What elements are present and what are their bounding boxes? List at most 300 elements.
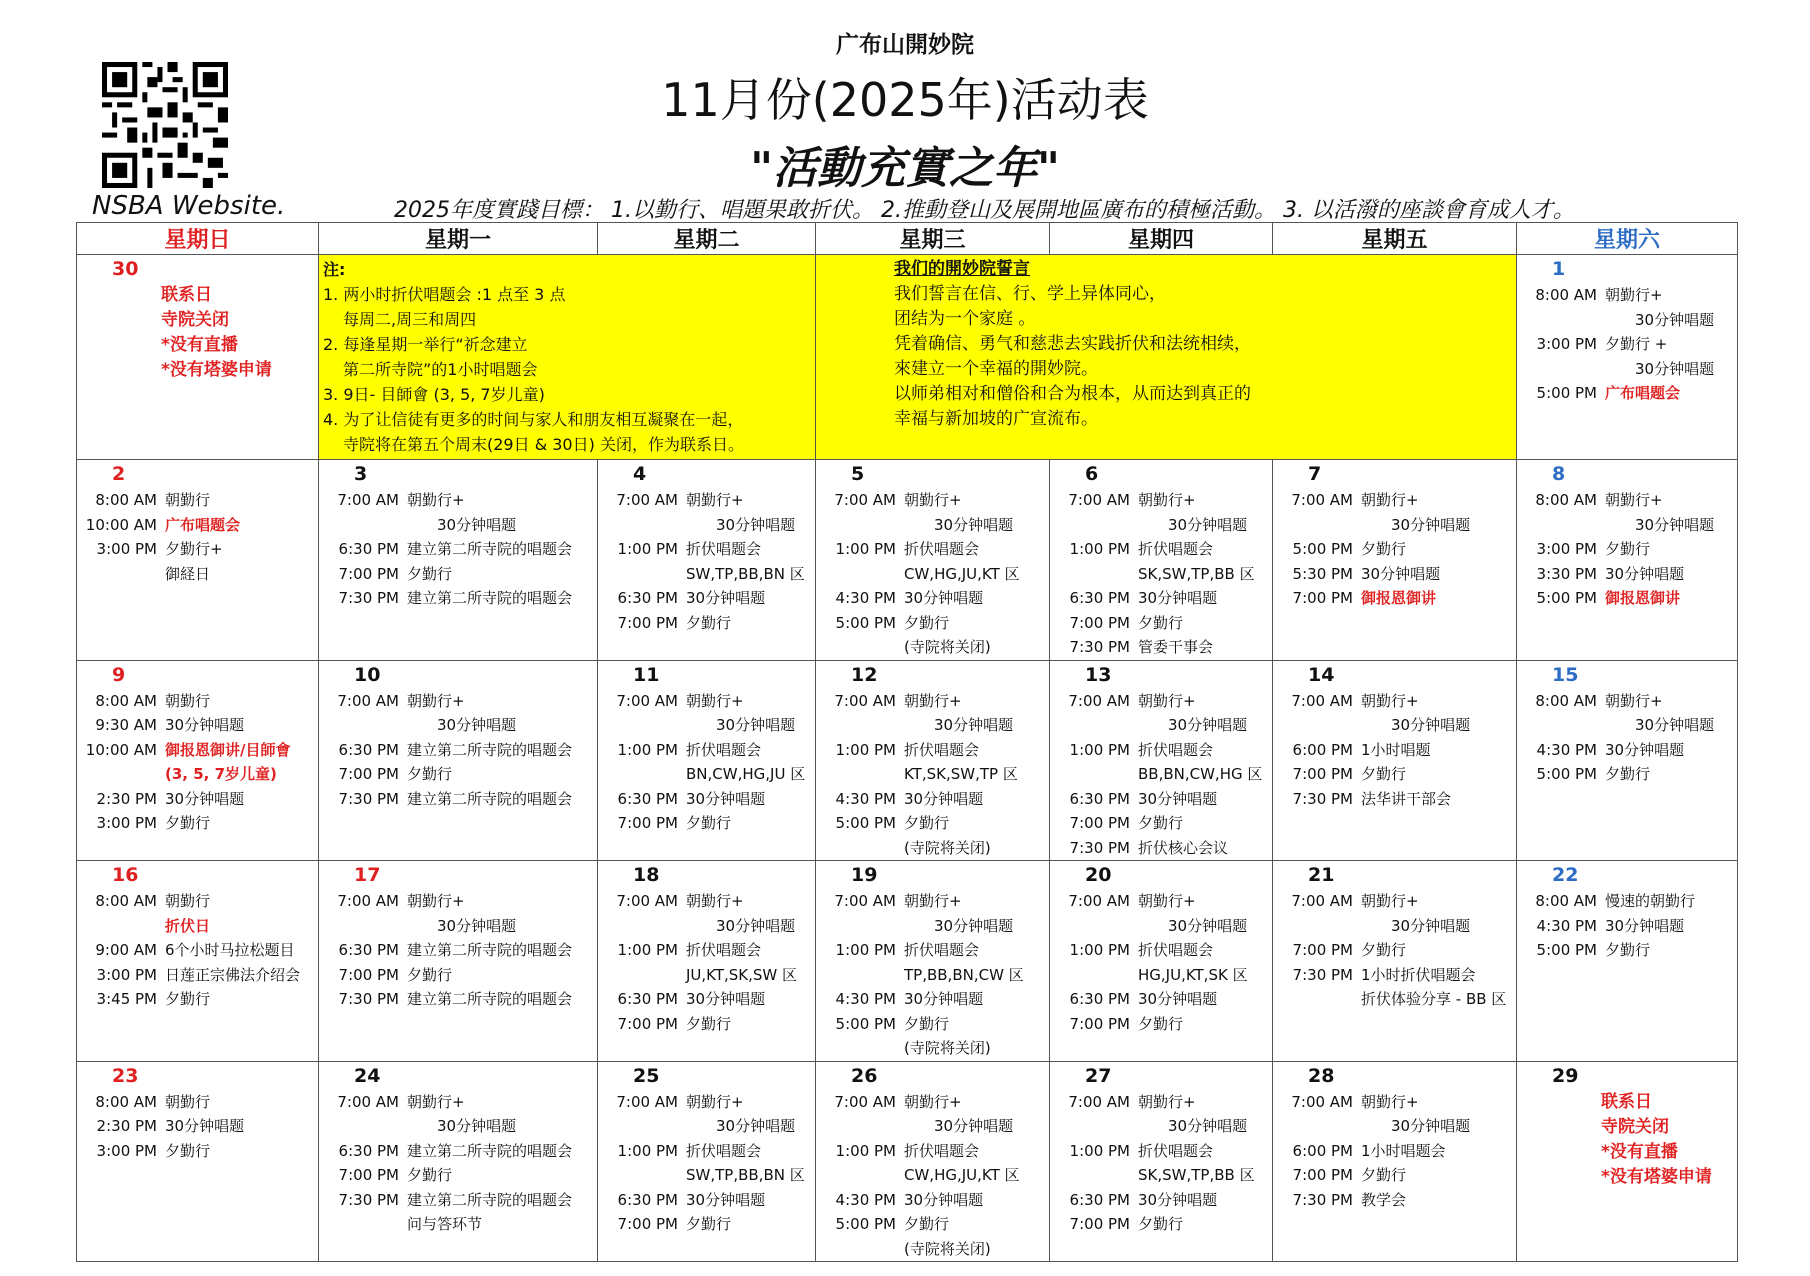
event-activity: (寺院将关闭): [904, 638, 991, 656]
day-cell: [1517, 1061, 1738, 1262]
event-activity: HG,JU,KT,SK 区: [1138, 965, 1248, 984]
event-time: 1:00 PM: [617, 540, 678, 558]
event-time: [816, 1036, 904, 1061]
event-time: [816, 1114, 904, 1139]
event-time: [598, 1163, 686, 1188]
day-number: 18: [633, 864, 660, 886]
day-number: 9: [112, 663, 126, 686]
event-activity: 朝勤行: [165, 1092, 211, 1111]
event-row: [816, 1212, 1049, 1237]
day-cell: [319, 861, 598, 1062]
event-activity: 30分钟唱题: [1391, 716, 1471, 734]
event-row: [1050, 914, 1272, 939]
event-activity: 折伏唱题会: [686, 540, 762, 558]
event-time: 6:30 PM: [338, 540, 399, 558]
event-time: 7:00 PM: [1069, 1014, 1130, 1033]
day-number: 4: [633, 463, 647, 485]
event-activity: 朝勤行+: [1361, 892, 1419, 910]
event-activity: 30分钟唱题: [437, 916, 517, 935]
event-time: 7:00 PM: [338, 965, 399, 984]
event-row: [816, 537, 1049, 562]
event-row: [1050, 562, 1272, 587]
event-time: 7:00 PM: [338, 564, 399, 583]
event-row: [598, 889, 815, 914]
day-cell: [816, 861, 1050, 1062]
event-activity: 夕勤行: [1605, 765, 1651, 783]
event-row: [598, 1090, 815, 1115]
event-time: 4:30 PM: [835, 990, 896, 1008]
event-activity: 朝勤行+: [686, 491, 744, 509]
event-time: 7:00 PM: [617, 1014, 678, 1033]
event-row: [1517, 537, 1737, 562]
event-time: 1:00 PM: [1069, 941, 1130, 959]
event-row: [1273, 1163, 1516, 1188]
day-number: 15: [1552, 663, 1579, 686]
event-row: [77, 689, 318, 714]
event-activity: 教学会: [1361, 1190, 1407, 1209]
day-cell: [1050, 1061, 1273, 1262]
event-activity: 广布唱题会: [165, 515, 241, 534]
event-activity: 夕勤行: [1138, 1014, 1184, 1033]
event-row: [816, 889, 1049, 914]
day-number: 20: [1085, 864, 1112, 886]
event-row: [1273, 1090, 1516, 1115]
event-activity: 夕勤行: [1138, 1215, 1184, 1233]
event-time: 7:00 AM: [1291, 491, 1353, 509]
event-activity: SK,SW,TP,BB 区: [1138, 1166, 1255, 1184]
event-activity: (3, 5, 7岁儿童): [165, 765, 277, 783]
event-activity: 折伏核心会议: [1138, 838, 1229, 857]
event-activity: 30分钟唱题: [1138, 990, 1218, 1008]
event-time: 5:00 PM: [835, 814, 896, 832]
event-activity: 日莲正宗佛法介绍会: [165, 965, 301, 984]
day-number: 10: [354, 663, 381, 686]
event-time: [1517, 308, 1605, 333]
event-row: [319, 1090, 597, 1115]
event-activity: 朝勤行: [165, 892, 211, 910]
event-activity: 夕勤行: [686, 613, 732, 632]
vow-line: 凭着确信、勇气和慈悲去实践折伏和法统相续，: [894, 334, 1251, 354]
event-time: 7:00 AM: [834, 1092, 896, 1111]
event-row: [1273, 513, 1516, 538]
day-number: 1: [1552, 258, 1566, 280]
event-row: [319, 689, 597, 714]
yearly-goals: 2025年度實踐目標： 1.以勤行、唱題果敢折伏。 2.推動登山及展開地區廣布的積極活動。 3. 以活潑的座談會育成人才。: [394, 198, 1575, 223]
event-activity: 朝勤行+: [1361, 691, 1419, 710]
event-time: [1050, 513, 1138, 538]
event-activity: 建立第二所寺院的唱题会: [407, 789, 573, 808]
event-row: [816, 811, 1049, 836]
event-time: 1:00 PM: [835, 540, 896, 558]
event-time: [598, 1114, 686, 1139]
event-activity: 朝勤行+: [1605, 491, 1663, 509]
event-time: 6:00 PM: [1292, 740, 1353, 759]
event-time: 1:00 PM: [835, 941, 896, 959]
event-row: [319, 1188, 597, 1213]
event-activity: 夕勤行: [1605, 941, 1651, 959]
day-number: 2: [112, 463, 126, 485]
event-time: 7:30 PM: [1292, 965, 1353, 984]
weekday-header-row: [77, 223, 1738, 255]
event-activity: 慢速的朝勤行: [1605, 892, 1696, 910]
event-activity: 朝勤行+: [904, 491, 962, 509]
event-row: [1273, 713, 1516, 738]
event-row: [1517, 332, 1737, 357]
event-row: [1517, 938, 1737, 963]
event-activity: SW,TP,BB,BN 区: [686, 564, 805, 583]
week-row: [77, 861, 1738, 1062]
event-row: [77, 513, 318, 538]
event-row: [1050, 488, 1272, 513]
event-time: 6:30 PM: [617, 589, 678, 607]
event-activity: 御経日: [165, 564, 211, 583]
event-row: [77, 811, 318, 836]
event-time: [1273, 987, 1361, 1012]
event-time: 3:00 PM: [96, 965, 157, 984]
event-time: 5:30 PM: [1292, 564, 1353, 583]
event-activity: 30分钟唱题: [1168, 916, 1248, 935]
notes-box: [319, 255, 816, 460]
event-time: 7:00 PM: [1069, 814, 1130, 832]
event-time: 6:30 PM: [617, 990, 678, 1008]
event-time: 6:30 PM: [1069, 990, 1130, 1008]
event-activity: 朝勤行+: [904, 1092, 962, 1111]
event-time: [598, 513, 686, 538]
event-row: [319, 488, 597, 513]
event-row: [598, 713, 815, 738]
event-row: [598, 586, 815, 611]
event-time: 7:00 AM: [337, 892, 399, 910]
event-time: 3:00 PM: [96, 540, 157, 558]
vow-line: 团结为一个家庭 。: [894, 309, 1036, 329]
event-row: [598, 1188, 815, 1213]
event-activity: 折伏唱题会: [904, 740, 980, 759]
event-row: [1273, 488, 1516, 513]
event-row: [1517, 308, 1737, 333]
event-row: [816, 1188, 1049, 1213]
event-row: [816, 938, 1049, 963]
event-row: [816, 713, 1049, 738]
day-cell: [816, 660, 1050, 861]
event-activity: 夕勤行: [1361, 1166, 1407, 1184]
day-cell: [1273, 861, 1517, 1062]
day-cell: [77, 660, 319, 861]
event-activity: 30分钟唱题: [716, 1117, 796, 1135]
event-row: [816, 635, 1049, 660]
event-activity: 6个小时马拉松题目: [165, 941, 295, 959]
event-time: 10:00 AM: [85, 740, 157, 759]
weekday-header: 星期五: [1273, 223, 1517, 255]
day-cell: [77, 460, 319, 661]
event-activity: 30分钟唱题: [1168, 1117, 1248, 1135]
event-row: [816, 611, 1049, 636]
day-number: 13: [1085, 663, 1112, 686]
event-time: [816, 513, 904, 538]
day-number: 16: [112, 864, 139, 886]
event-time: [816, 1163, 904, 1188]
event-time: [1050, 713, 1138, 738]
event-time: 6:30 PM: [338, 740, 399, 759]
event-time: 7:00 AM: [337, 691, 399, 710]
event-time: [816, 963, 904, 988]
event-activity: 30分钟唱题: [904, 1190, 984, 1209]
event-time: [319, 914, 407, 939]
event-time: [816, 914, 904, 939]
event-activity: 折伏唱题会: [904, 540, 980, 558]
event-row: [816, 836, 1049, 861]
vow-heading: 我们的開妙院誓言: [894, 259, 1030, 279]
event-time: 4:30 PM: [835, 589, 896, 607]
event-activity: 朝勤行+: [407, 491, 465, 509]
event-row: [77, 537, 318, 562]
event-row: [319, 987, 597, 1012]
weekday-header: 星期日: [77, 223, 319, 255]
notes-line: 寺院将在第五个周末(29日 & 30日) 关闭，作为联系日。: [343, 435, 744, 454]
event-time: 7:30 PM: [338, 1190, 399, 1209]
event-time: [598, 914, 686, 939]
event-time: 3:00 PM: [1536, 540, 1597, 558]
event-activity: 朝勤行+: [1605, 286, 1663, 304]
event-activity: 建立第二所寺院的唱题会: [407, 589, 573, 607]
event-activity: (寺院将关闭): [904, 1239, 991, 1258]
event-time: 7:30 PM: [1292, 789, 1353, 808]
event-activity: (寺院将关闭): [904, 1039, 991, 1057]
event-time: 7:00 PM: [1292, 765, 1353, 783]
event-activity: BB,BN,CW,HG 区: [1138, 765, 1263, 783]
event-row: [816, 914, 1049, 939]
event-row: [1517, 689, 1737, 714]
event-row: [598, 738, 815, 763]
event-time: 1:00 PM: [835, 740, 896, 759]
event-activity: 夕勤行: [904, 814, 950, 832]
event-row: [598, 963, 815, 988]
event-activity: 30分钟唱题: [934, 515, 1014, 534]
day-cell: [1273, 1061, 1517, 1262]
event-activity: TP,BB,BN,CW 区: [904, 965, 1024, 984]
event-time: 8:00 AM: [1535, 691, 1597, 710]
event-time: 7:00 PM: [1292, 941, 1353, 959]
day-number: 26: [851, 1064, 878, 1087]
event-activity: 折伏唱题会: [1138, 941, 1214, 959]
event-activity: 夕勤行: [407, 1166, 453, 1184]
event-activity: 30分钟唱题: [1168, 716, 1248, 734]
event-activity: 朝勤行+: [1138, 491, 1196, 509]
event-row: [319, 586, 597, 611]
event-time: 4:30 PM: [1536, 916, 1597, 935]
event-activity: 朝勤行+: [1361, 1092, 1419, 1111]
event-activity: 夕勤行: [1361, 540, 1407, 558]
event-time: 1:00 PM: [617, 740, 678, 759]
event-activity: 夕勤行 +: [1605, 335, 1668, 353]
event-activity: 30分钟唱题: [1168, 515, 1248, 534]
event-activity: 朝勤行+: [1138, 691, 1196, 710]
notes-line: 第二所寺院”的1小时唱题会: [343, 360, 538, 379]
event-time: 7:00 AM: [834, 491, 896, 509]
event-activity: SK,SW,TP,BB 区: [1138, 564, 1255, 583]
week-row: [77, 660, 1738, 861]
event-time: 7:30 PM: [338, 990, 399, 1008]
event-activity: (寺院将关闭): [904, 838, 991, 857]
event-activity: 朝勤行+: [1605, 691, 1663, 710]
event-time: [598, 762, 686, 787]
event-time: 6:30 PM: [1069, 789, 1130, 808]
event-activity: CW,HG,JU,KT 区: [904, 1166, 1020, 1184]
event-row: [1050, 889, 1272, 914]
event-row: [1273, 1114, 1516, 1139]
event-time: [598, 562, 686, 587]
event-activity: 朝勤行+: [904, 691, 962, 710]
event-activity: 30分钟唱题: [1138, 589, 1218, 607]
day-cell: [1273, 460, 1517, 661]
event-activity: 朝勤行+: [407, 892, 465, 910]
event-activity: 朝勤行+: [904, 892, 962, 910]
event-time: 6:30 PM: [617, 789, 678, 808]
vow-line: 來建立一个幸福的開妙院。: [894, 359, 1098, 379]
event-activity: 朝勤行+: [1138, 1092, 1196, 1111]
event-time: 7:30 PM: [1069, 638, 1130, 656]
calendar-table: [76, 222, 1738, 1262]
day-number: 25: [633, 1064, 660, 1087]
event-time: 6:30 PM: [338, 1141, 399, 1160]
event-row: [598, 562, 815, 587]
day-number: 21: [1308, 864, 1335, 886]
day-number: 8: [1552, 463, 1566, 485]
event-activity: 折伏唱题会: [1138, 740, 1214, 759]
day-cell: [1050, 460, 1273, 661]
event-row: [1273, 562, 1516, 587]
day-number: 30: [112, 258, 139, 280]
event-row: [77, 762, 318, 787]
event-time: [1517, 713, 1605, 738]
event-time: 7:00 PM: [1292, 1166, 1353, 1184]
event-time: 7:00 PM: [338, 765, 399, 783]
event-activity: SW,TP,BB,BN 区: [686, 1166, 805, 1184]
day-cell: [1517, 861, 1738, 1062]
event-row: [1050, 1012, 1272, 1037]
event-time: 7:00 AM: [616, 691, 678, 710]
event-row: [816, 1237, 1049, 1262]
event-time: 7:00 AM: [616, 1092, 678, 1111]
event-activity: KT,SK,SW,TP 区: [904, 765, 1018, 783]
event-row: [1050, 1212, 1272, 1237]
event-row: [77, 488, 318, 513]
event-row: [1517, 738, 1737, 763]
event-activity: 夕勤行: [407, 564, 453, 583]
event-row: [319, 787, 597, 812]
notes-line: 2. 每逢星期一举行“祈念建立: [323, 335, 528, 354]
event-time: 7:00 AM: [616, 491, 678, 509]
event-row: [319, 738, 597, 763]
event-activity: 30分钟唱题: [1635, 716, 1715, 734]
event-time: [1273, 513, 1361, 538]
event-time: [77, 562, 165, 587]
event-row: [319, 762, 597, 787]
event-activity: 30分钟唱题: [904, 990, 984, 1008]
event-row: [598, 938, 815, 963]
event-time: 7:30 PM: [1292, 1190, 1353, 1209]
event-row: [77, 1139, 318, 1164]
event-row: [319, 562, 597, 587]
event-row: [77, 938, 318, 963]
event-time: 5:00 PM: [835, 613, 896, 632]
event-time: 8:00 AM: [1535, 892, 1597, 910]
event-time: [1050, 914, 1138, 939]
event-row: [598, 513, 815, 538]
event-time: 7:00 PM: [617, 814, 678, 832]
closure-note: *没有直播: [1601, 1141, 1678, 1162]
event-time: 2:30 PM: [96, 789, 157, 808]
event-activity: 折伏唱题会: [686, 1141, 762, 1160]
event-row: [1273, 689, 1516, 714]
vow-line: 幸福与新加坡的广宣流布。: [894, 409, 1098, 429]
event-row: [1273, 914, 1516, 939]
day-cell: [1517, 460, 1738, 661]
event-row: [77, 562, 318, 587]
event-activity: 夕勤行: [1138, 613, 1184, 632]
event-activity: 30分钟唱题: [716, 716, 796, 734]
day-number: 19: [851, 864, 878, 886]
event-time: [598, 713, 686, 738]
event-row: [1517, 762, 1737, 787]
event-row: [598, 1114, 815, 1139]
event-activity: 1小时唱题会: [1361, 1141, 1446, 1160]
event-row: [319, 1212, 597, 1237]
event-activity: 夕勤行: [1138, 814, 1184, 832]
closure-note: 联系日: [161, 285, 212, 305]
day-cell: [319, 1061, 598, 1262]
day-cell: [598, 660, 816, 861]
event-row: [1517, 713, 1737, 738]
event-activity: 御报恩御讲/目師會: [165, 740, 291, 759]
event-activity: 30分钟唱题: [686, 589, 766, 607]
event-time: 5:00 PM: [1536, 384, 1597, 402]
closure-note: *没有塔婆申请: [161, 360, 272, 380]
event-activity: 夕勤行: [1605, 540, 1651, 558]
event-activity: 夕勤行: [904, 1014, 950, 1033]
day-number: 7: [1308, 463, 1322, 485]
event-row: [1273, 738, 1516, 763]
weekday-header: 星期二: [598, 223, 816, 255]
event-row: [1050, 689, 1272, 714]
event-row: [1517, 586, 1737, 611]
event-time: 7:30 PM: [338, 789, 399, 808]
day-cell: [816, 460, 1050, 661]
event-row: [1273, 787, 1516, 812]
event-row: [1273, 938, 1516, 963]
event-time: [816, 713, 904, 738]
event-time: 6:30 PM: [1069, 589, 1130, 607]
event-time: [319, 1114, 407, 1139]
event-row: [319, 1163, 597, 1188]
event-time: 8:00 AM: [1535, 491, 1597, 509]
event-time: 8:00 AM: [95, 892, 157, 910]
event-activity: 30分钟唱题: [904, 589, 984, 607]
event-row: [816, 787, 1049, 812]
event-activity: 问与答环节: [407, 1215, 483, 1233]
page-title: 11月份(2025年)活动表: [661, 73, 1149, 127]
event-time: [77, 914, 165, 939]
event-time: 6:30 PM: [1069, 1190, 1130, 1209]
event-row: [598, 689, 815, 714]
event-row: [319, 1114, 597, 1139]
event-activity: 30分钟唱题: [686, 789, 766, 808]
event-time: [319, 713, 407, 738]
day-cell: [1050, 861, 1273, 1062]
event-activity: 1小时折伏唱题会: [1361, 965, 1476, 984]
event-row: [816, 586, 1049, 611]
event-row: [816, 1139, 1049, 1164]
event-activity: 夕勤行: [407, 765, 453, 783]
